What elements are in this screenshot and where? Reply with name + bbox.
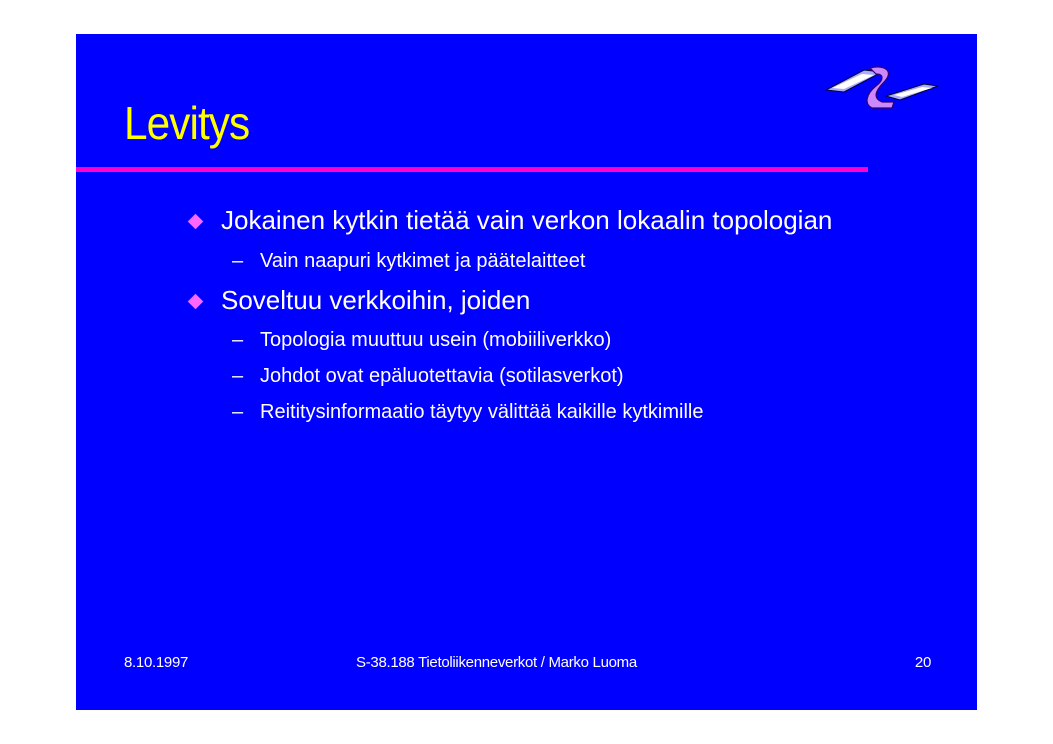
footer-date: 8.10.1997 — [124, 654, 189, 671]
diamond-bullet-icon — [188, 214, 204, 230]
footer-course: S-38.188 Tietoliikenneverkot / Marko Luoma — [356, 654, 637, 671]
footer-page-number: 20 — [914, 654, 931, 671]
dash-marker: – — [232, 250, 244, 272]
dash-marker: – — [232, 401, 244, 423]
sub-item-text: Topologia muuttuu usein (mobiiliverkko) — [260, 329, 612, 351]
bullet-text: Jokainen kytkin tietää vain verkon lokaalin topologian — [221, 205, 833, 235]
sub-item-text: Johdot ovat epäluotettavia (sotilasverkot) — [260, 365, 624, 387]
sub-item-text: Vain naapuri kytkimet ja päätelaitteet — [260, 250, 586, 272]
slide-title: Levitys — [124, 97, 250, 149]
title-divider — [76, 167, 868, 172]
bullet-text: Soveltuu verkkoihin, joiden — [221, 285, 531, 315]
sub-item-text: Reititysinformaatio täytyy välittää kaikille kytkimille — [260, 401, 704, 423]
diamond-bullet-icon — [188, 294, 204, 310]
logo-icon — [824, 62, 940, 112]
dash-marker: – — [232, 329, 244, 351]
slide — [76, 34, 977, 710]
dash-marker: – — [232, 365, 244, 387]
